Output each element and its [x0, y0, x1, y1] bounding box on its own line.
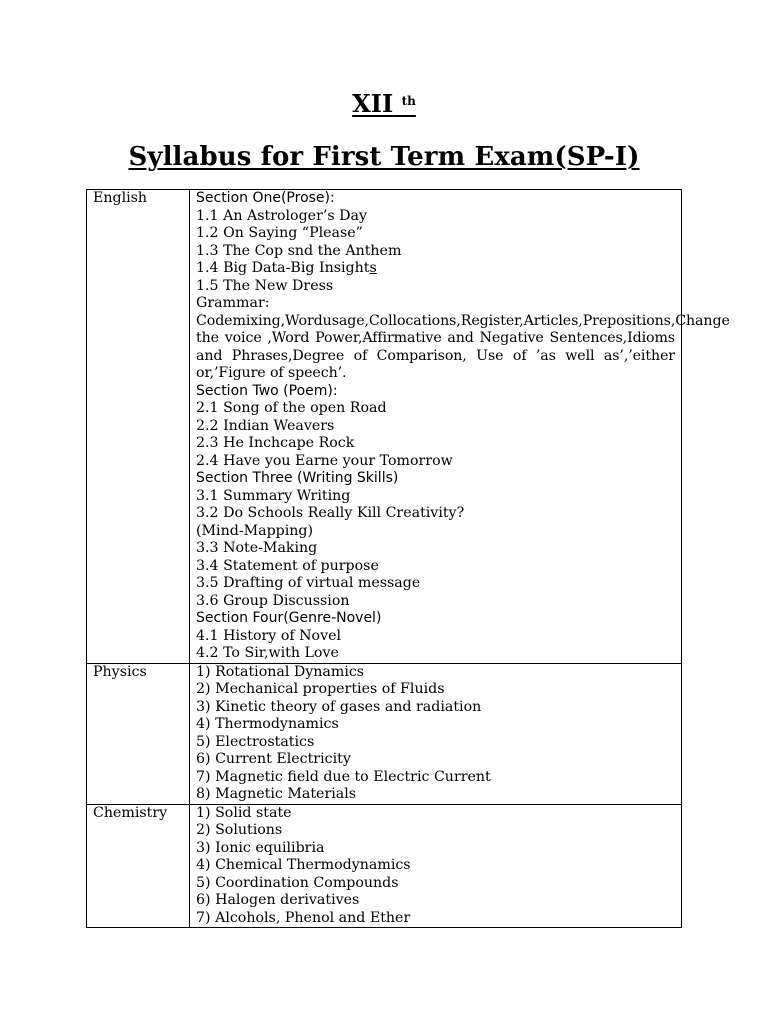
table-row-physics: [87, 663, 682, 804]
list-item: 3) Kinetic theory of gases and radiation: [196, 698, 482, 715]
list-item: 4.2 To Sir,with Love: [196, 645, 339, 661]
topics-cell-physics: [190, 663, 682, 804]
syllabus-table: [86, 189, 730, 928]
list-item: 3.1 Summary Writing: [196, 487, 351, 504]
list-item-text: 1.4 Big Data-Big Insight: [196, 260, 370, 276]
list-item: 3.4 Statement of purpose: [196, 557, 379, 574]
topics-cell-chemistry: [190, 804, 682, 928]
list-item: 3.2 Do Schools Really Kill Creativity?: [196, 505, 465, 521]
list-item: 4) Thermodynamics: [196, 716, 339, 732]
list-item: 2.2 Indian Weavers: [196, 417, 335, 434]
list-item: 4.1 History of Novel: [196, 627, 342, 644]
list-item: 7) Magnetic field due to Electric Current: [196, 768, 491, 785]
list-item: 2) Solutions: [196, 822, 283, 838]
list-item-underlined-letter: s: [369, 260, 377, 276]
table-row-chemistry: [87, 804, 682, 928]
list-item: 4) Chemical Thermodynamics: [196, 857, 411, 873]
list-item: 1.5 The New Dress: [196, 277, 334, 294]
subject-cell-physics: Physics: [87, 663, 190, 804]
list-item: 5) Coordination Compounds: [196, 874, 399, 891]
subject-cell-english: English: [87, 190, 190, 664]
list-item: 2.3 He Inchcape Rock: [196, 435, 355, 451]
table-row-english: [87, 190, 682, 664]
exam-title: Syllabus for First Term Exam(SP-I): [128, 142, 640, 172]
list-item: 2.4 Have you Earne your Tomorrow: [196, 452, 453, 469]
list-item: 5) Electrostatics: [196, 733, 315, 750]
list-item: 1.1 An Astrologer’s Day: [196, 207, 368, 224]
list-item: 1) Rotational Dynamics: [196, 663, 365, 680]
list-item: 6) Halogen derivatives: [196, 892, 360, 908]
list-item: 1.3 The Cop snd the Anthem: [196, 242, 402, 259]
subject-cell-chemistry: Chemistry: [87, 804, 190, 928]
list-item: 1) Solid state: [196, 804, 292, 821]
list-item: 2) Mechanical properties of Fluids: [196, 681, 445, 697]
list-item: 8) Magnetic Materials: [196, 786, 357, 802]
class-superscript: th: [401, 94, 416, 108]
section-heading-prose: Section One(Prose):: [196, 190, 335, 206]
list-item: 3.3 Note-Making: [196, 540, 318, 556]
class-label: XII: [352, 89, 394, 118]
list-item: (Mind-Mapping): [196, 522, 314, 539]
list-item: 3.6 Group Discussion: [196, 592, 350, 609]
list-item: 1.2 On Saying “Please”: [196, 225, 363, 241]
grammar-topics: Codemixing,Wordusage,Collocations,Register,Articles,Prepositions,Change the voice ,Word Power,Affirmative and Negative Sentences,Idioms and Phrases,Degree of Comparison, Use of ’as well as’,’either or,’Figure of speech’.: [196, 312, 730, 381]
section-heading-novel: Section Four(Genre-Novel): [196, 610, 382, 626]
section-heading-poem: Section Two (Poem):: [196, 382, 338, 399]
list-item: 3) Ionic equilibria: [196, 839, 325, 856]
list-item: 2.1 Song of the open Road: [196, 400, 387, 416]
grammar-label: Grammar:: [196, 295, 270, 311]
list-item: 3.5 Drafting of virtual message: [196, 575, 421, 591]
list-item: 7) Alcohols, Phenol and Ether: [196, 909, 411, 926]
list-item: [196, 260, 675, 278]
topics-cell-english: [190, 190, 730, 664]
list-item: 6) Current Electricity: [196, 751, 351, 767]
section-heading-writing-skills: Section Three (Writing Skills): [196, 470, 399, 486]
class-title: [0, 86, 768, 122]
